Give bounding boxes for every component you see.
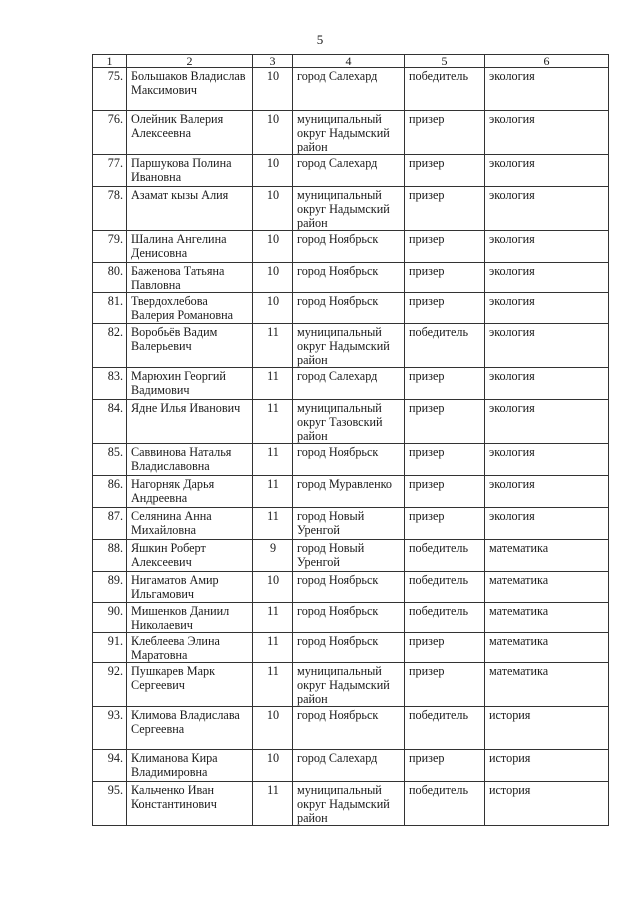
municipality: муниципальный округ Надымский район (293, 324, 405, 368)
result-status: победитель (405, 707, 485, 750)
participant-name: Клеблеева Элина Маратовна (127, 633, 253, 663)
municipality: город Новый Уренгой (293, 540, 405, 572)
subject: история (485, 750, 609, 782)
result-status: призер (405, 368, 485, 400)
table-row (93, 707, 609, 750)
grade: 10 (253, 263, 293, 293)
row-number: 87. (93, 508, 127, 540)
participant-name: Твердохлебова Валерия Романовна (127, 293, 253, 324)
result-status: призер (405, 293, 485, 324)
column-header: 5 (405, 55, 485, 68)
row-number: 83. (93, 368, 127, 400)
subject: экология (485, 476, 609, 508)
subject: математика (485, 540, 609, 572)
row-number: 85. (93, 444, 127, 476)
participant-name: Яшкин Роберт Алексеевич (127, 540, 253, 572)
table-row (93, 187, 609, 231)
grade: 10 (253, 572, 293, 603)
subject: экология (485, 187, 609, 231)
subject: экология (485, 508, 609, 540)
page-number: 5 (316, 32, 324, 47)
result-status: призер (405, 155, 485, 187)
table-row (93, 603, 609, 633)
subject: экология (485, 444, 609, 476)
participant-name: Марюхин Георгий Вадимович (127, 368, 253, 400)
row-number: 82. (93, 324, 127, 368)
result-status: победитель (405, 324, 485, 368)
participant-name: Воробьёв Вадим Валерьевич (127, 324, 253, 368)
row-number: 94. (93, 750, 127, 782)
table-row (93, 444, 609, 476)
grade: 11 (253, 633, 293, 663)
result-status: призер (405, 750, 485, 782)
municipality: город Ноябрьск (293, 293, 405, 324)
table-row (93, 293, 609, 324)
result-status: призер (405, 231, 485, 263)
grade: 11 (253, 324, 293, 368)
grade: 11 (253, 782, 293, 826)
column-header: 1 (93, 55, 127, 68)
grade: 10 (253, 68, 293, 111)
participant-name: Паршукова Полина Ивановна (127, 155, 253, 187)
subject: математика (485, 633, 609, 663)
participant-name: Ядне Илья Иванович (127, 400, 253, 444)
table-row (93, 368, 609, 400)
result-status: призер (405, 444, 485, 476)
table-row (93, 633, 609, 663)
table-row (93, 750, 609, 782)
subject: экология (485, 368, 609, 400)
participant-name: Климова Владислава Сергеевна (127, 707, 253, 750)
table-row (93, 263, 609, 293)
participant-name: Баженова Татьяна Павловна (127, 263, 253, 293)
row-number: 84. (93, 400, 127, 444)
result-status: победитель (405, 572, 485, 603)
subject: экология (485, 293, 609, 324)
participant-name: Климанова Кира Владимировна (127, 750, 253, 782)
grade: 11 (253, 476, 293, 508)
grade: 10 (253, 111, 293, 155)
result-status: победитель (405, 540, 485, 572)
table-row (93, 508, 609, 540)
subject: экология (485, 68, 609, 111)
municipality: муниципальный округ Надымский район (293, 187, 405, 231)
table-row (93, 572, 609, 603)
municipality: город Ноябрьск (293, 603, 405, 633)
result-status: призер (405, 263, 485, 293)
participant-name: Олейник Валерия Алексеевна (127, 111, 253, 155)
result-status: призер (405, 633, 485, 663)
subject: экология (485, 231, 609, 263)
participant-name: Азамат кызы Алия (127, 187, 253, 231)
row-number: 89. (93, 572, 127, 603)
row-number: 86. (93, 476, 127, 508)
column-header: 3 (253, 55, 293, 68)
grade: 11 (253, 400, 293, 444)
municipality: муниципальный округ Надымский район (293, 663, 405, 707)
row-number: 95. (93, 782, 127, 826)
table-row (93, 476, 609, 508)
participant-name: Саввинова Наталья Владиславовна (127, 444, 253, 476)
row-number: 78. (93, 187, 127, 231)
grade: 10 (253, 187, 293, 231)
header-row (93, 55, 609, 68)
subject: история (485, 707, 609, 750)
municipality: город Муравленко (293, 476, 405, 508)
row-number: 77. (93, 155, 127, 187)
row-number: 91. (93, 633, 127, 663)
row-number: 75. (93, 68, 127, 111)
grade: 10 (253, 231, 293, 263)
column-header: 4 (293, 55, 405, 68)
row-number: 92. (93, 663, 127, 707)
municipality: муниципальный округ Надымский район (293, 782, 405, 826)
municipality: муниципальный округ Тазовский район (293, 400, 405, 444)
result-status: победитель (405, 782, 485, 826)
result-status: призер (405, 508, 485, 540)
table-row (93, 155, 609, 187)
table-row (93, 111, 609, 155)
municipality: город Салехард (293, 155, 405, 187)
participant-name: Нагорняк Дарья Андреевна (127, 476, 253, 508)
grade: 10 (253, 293, 293, 324)
result-status: призер (405, 400, 485, 444)
table-body (93, 68, 609, 826)
municipality: муниципальный округ Надымский район (293, 111, 405, 155)
row-number: 90. (93, 603, 127, 633)
participant-name: Большаков Владислав Максимович (127, 68, 253, 111)
table-row (93, 782, 609, 826)
result-status: призер (405, 187, 485, 231)
result-status: призер (405, 476, 485, 508)
participant-name: Шалина Ангелина Денисовна (127, 231, 253, 263)
municipality: город Салехард (293, 68, 405, 111)
subject: экология (485, 155, 609, 187)
grade: 11 (253, 368, 293, 400)
municipality: город Ноябрьск (293, 444, 405, 476)
row-number: 80. (93, 263, 127, 293)
participant-name: Пушкарев Марк Сергеевич (127, 663, 253, 707)
municipality: город Новый Уренгой (293, 508, 405, 540)
table-row (93, 68, 609, 111)
grade: 10 (253, 707, 293, 750)
municipality: город Ноябрьск (293, 572, 405, 603)
grade: 9 (253, 540, 293, 572)
table-row (93, 540, 609, 572)
grade: 11 (253, 663, 293, 707)
subject: экология (485, 263, 609, 293)
table-row (93, 400, 609, 444)
table-row (93, 231, 609, 263)
subject: математика (485, 663, 609, 707)
subject: математика (485, 603, 609, 633)
column-header: 6 (485, 55, 609, 68)
municipality: город Ноябрьск (293, 633, 405, 663)
result-status: победитель (405, 603, 485, 633)
column-header: 2 (127, 55, 253, 68)
grade: 10 (253, 750, 293, 782)
municipality: город Ноябрьск (293, 707, 405, 750)
municipality: город Салехард (293, 368, 405, 400)
subject: история (485, 782, 609, 826)
row-number: 79. (93, 231, 127, 263)
grade: 11 (253, 603, 293, 633)
participant-name: Нигаматов Амир Ильгамович (127, 572, 253, 603)
grade: 11 (253, 444, 293, 476)
row-number: 81. (93, 293, 127, 324)
participant-name: Селянина Анна Михайловна (127, 508, 253, 540)
row-number: 93. (93, 707, 127, 750)
table-row (93, 324, 609, 368)
grade: 10 (253, 155, 293, 187)
table-row (93, 663, 609, 707)
result-status: призер (405, 663, 485, 707)
subject: математика (485, 572, 609, 603)
grade: 11 (253, 508, 293, 540)
row-number: 76. (93, 111, 127, 155)
subject: экология (485, 400, 609, 444)
row-number: 88. (93, 540, 127, 572)
municipality: город Ноябрьск (293, 263, 405, 293)
participant-name: Кальченко Иван Константинович (127, 782, 253, 826)
results-table (92, 54, 609, 826)
participant-name: Мишенков Даниил Николаевич (127, 603, 253, 633)
result-status: победитель (405, 68, 485, 111)
subject: экология (485, 324, 609, 368)
municipality: город Ноябрьск (293, 231, 405, 263)
result-status: призер (405, 111, 485, 155)
subject: экология (485, 111, 609, 155)
municipality: город Салехард (293, 750, 405, 782)
